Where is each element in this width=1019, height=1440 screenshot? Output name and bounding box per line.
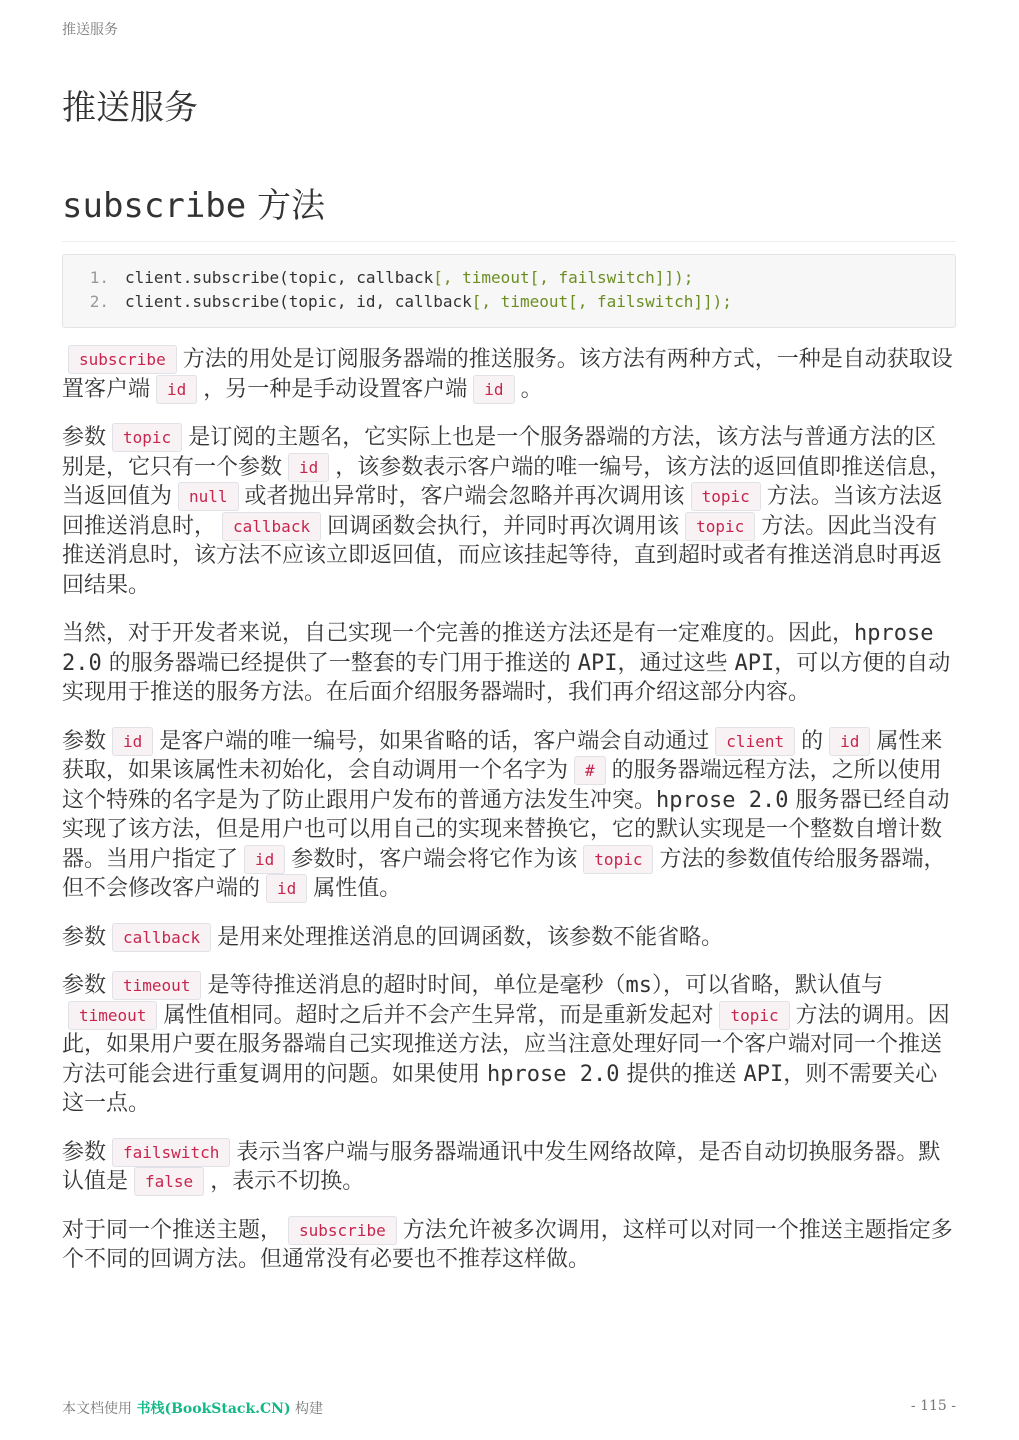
inline-code: topic xyxy=(112,423,182,452)
mono-text: hprose 2.0 xyxy=(62,621,934,676)
text-run: 参数时，客户端会将它作为该 xyxy=(291,846,578,872)
code-optional: [, failswitch xyxy=(568,292,694,311)
paragraph xyxy=(62,1138,956,1197)
text-run: ，该参数表示客户端的唯一编号，该方法的返回值即推送信息，当返回值为 xyxy=(62,454,952,509)
mono-text: API xyxy=(743,1061,784,1087)
code-end: ]]); xyxy=(693,292,732,311)
text-run: 属性值相同。超时之后并不会产生异常，而是重新发起对 xyxy=(163,1002,714,1028)
mono-text: API xyxy=(734,650,775,676)
text-run: ，则不需要关心这一点。 xyxy=(62,1061,938,1116)
paragraph xyxy=(62,345,956,404)
code-line xyxy=(63,266,955,290)
inline-code: id xyxy=(112,727,153,756)
text-run: 参数 xyxy=(62,728,107,754)
text-run: 或者抛出异常时，客户端会忽略并再次调用该 xyxy=(244,484,685,509)
text-run: 方法的参数值传给服务器端，但不会修改客户端的 xyxy=(62,846,946,901)
mono-text: hprose 2.0 xyxy=(487,1061,620,1087)
paragraph xyxy=(62,423,956,600)
code-optional: [, timeout xyxy=(471,292,569,311)
running-header: 推送服务 xyxy=(62,22,118,38)
section-heading-text: 方法 xyxy=(246,186,326,226)
text-run: 是等待推送消息的超时时间，单位是毫秒（ xyxy=(207,973,626,998)
inline-code: id xyxy=(244,845,285,874)
code-line xyxy=(63,290,955,314)
text-run: 的服务器端已经提供了一整套的专门用于推送的 xyxy=(101,650,578,676)
line-number: 1. xyxy=(89,268,109,287)
inline-code: topic xyxy=(691,482,761,511)
paragraph xyxy=(62,1216,956,1275)
inline-code: client xyxy=(715,727,795,756)
paragraph xyxy=(62,727,956,904)
mono-text: ms xyxy=(625,973,652,998)
text-run: 当然，对于开发者来说，自己实现一个完善的推送方法还是有一定难度的。因此， xyxy=(62,621,855,646)
code-optional: [, failswitch xyxy=(529,268,655,287)
inline-code: failswitch xyxy=(112,1138,230,1167)
text-run: 参数 xyxy=(62,924,107,950)
text-run: ，通过这些 xyxy=(617,650,735,676)
paragraph xyxy=(62,619,956,708)
section-heading xyxy=(62,178,956,242)
text-run: 。 xyxy=(520,376,543,402)
inline-code: timeout xyxy=(112,971,201,1000)
text-run: 是客户端的唯一编号，如果省略的话，客户端会自动通过 xyxy=(159,728,710,754)
text-run: 的 xyxy=(801,728,824,754)
text-run: 参数 xyxy=(62,425,107,450)
text-run: 是用来处理推送消息的回调函数，该参数不能省略。 xyxy=(217,924,724,950)
text-run: ，表示不切换。 xyxy=(210,1169,365,1194)
page-number: - 115 - xyxy=(910,1398,956,1414)
footer-brand-link[interactable]: 书栈(BookStack.CN) xyxy=(136,1401,291,1417)
inline-code: id xyxy=(266,874,307,903)
paragraph xyxy=(62,923,956,953)
line-number: 2. xyxy=(89,292,109,311)
text-run: 方法。当该方法返回推送消息时， xyxy=(62,484,943,539)
text-run: 表示当客户端与服务器端通讯中发生网络故障，是否自动切换服务器。默认值是 xyxy=(62,1139,941,1194)
footer xyxy=(62,1398,956,1418)
text-run: 提供的推送 xyxy=(619,1061,744,1087)
text-run: 方法的调用。因此，如果用户要在服务器端自己实现推送方法，应当注意处理好同一个客户端对同一个推送方法可能会进行重复调用的问题。如果使用 xyxy=(62,1002,950,1087)
code-text: client.subscribe(topic, id, callback xyxy=(125,292,472,311)
code-text: client.subscribe(topic, callback xyxy=(125,268,434,287)
text-run: 参数 xyxy=(62,1139,107,1165)
inline-code: subscribe xyxy=(288,1216,397,1245)
text-run: 是订阅的主题名，它实际上也是一个服务器端的方法，该方法与普通方法的区别是，它只有一个参数 xyxy=(62,425,937,480)
mono-text: API xyxy=(577,650,618,676)
footer-suffix: 构建 xyxy=(290,1401,324,1417)
inline-code: topic xyxy=(583,845,653,874)
text-run: 对于同一个推送主题， xyxy=(62,1217,283,1243)
text-run: 属性值。 xyxy=(313,876,402,901)
section-heading-code: subscribe xyxy=(62,186,247,226)
footer-prefix: 本文档使用 xyxy=(62,1401,137,1417)
inline-code: false xyxy=(134,1167,204,1196)
text-run: 方法允许被多次调用，这样可以对同一个推送主题指定多个不同的回调方法。但通常没有必要也不推荐这样做。 xyxy=(62,1217,953,1272)
text-run: 方法。因此当没有推送消息时，该方法不应该立即返回值，而应该挂起等待，直到超时或者有推送消息时再返回结果。 xyxy=(62,513,943,598)
inline-code: subscribe xyxy=(68,345,177,374)
code-optional: [, timeout xyxy=(433,268,530,287)
inline-code: id xyxy=(288,453,329,482)
inline-code: # xyxy=(574,756,606,785)
text-run: 方法的用处是订阅服务器端的推送服务。该方法有两种方式，一种是自动获取设置客户端 xyxy=(62,347,953,402)
text-run: 回调函数会执行，并同时再次调用该 xyxy=(327,513,680,539)
inline-code: topic xyxy=(719,1001,789,1030)
document-body xyxy=(62,345,956,1294)
inline-code: id xyxy=(156,375,197,404)
paragraph xyxy=(62,971,956,1119)
code-block xyxy=(62,254,956,328)
inline-code: topic xyxy=(685,512,755,541)
inline-code: callback xyxy=(112,923,211,952)
text-run: 的服务器端远程方法，之所以使用这个特殊的名字是为了防止跟用户发布的普通方法发生冲突。 xyxy=(62,758,942,813)
text-run: ，可以方便的自动实现用于推送的服务方法。在后面介绍服务器端时，我们再介绍这部分内容。 xyxy=(62,650,951,705)
inline-code: callback xyxy=(222,512,321,541)
inline-code: id xyxy=(473,375,514,404)
code-end: ]]); xyxy=(654,268,694,287)
inline-code: null xyxy=(178,482,239,511)
text-run: 服务器已经自动实现了该方法，但是用户也可以用自己的实现来替换它，它的默认实现是一个整数自增计数器。当用户指定了 xyxy=(62,787,950,872)
mono-text: hprose 2.0 xyxy=(656,787,789,813)
inline-code: timeout xyxy=(68,1001,157,1030)
inline-code: id xyxy=(829,727,870,756)
text-run: 参数 xyxy=(62,973,107,998)
page-title: 推送服务 xyxy=(62,88,198,128)
text-run: 属性来获取，如果该属性未初始化，会自动调用一个名字为 xyxy=(62,728,943,783)
text-run: ，另一种是手动设置客户端 xyxy=(203,376,468,402)
text-run: ），可以省略，默认值与 xyxy=(651,973,883,998)
